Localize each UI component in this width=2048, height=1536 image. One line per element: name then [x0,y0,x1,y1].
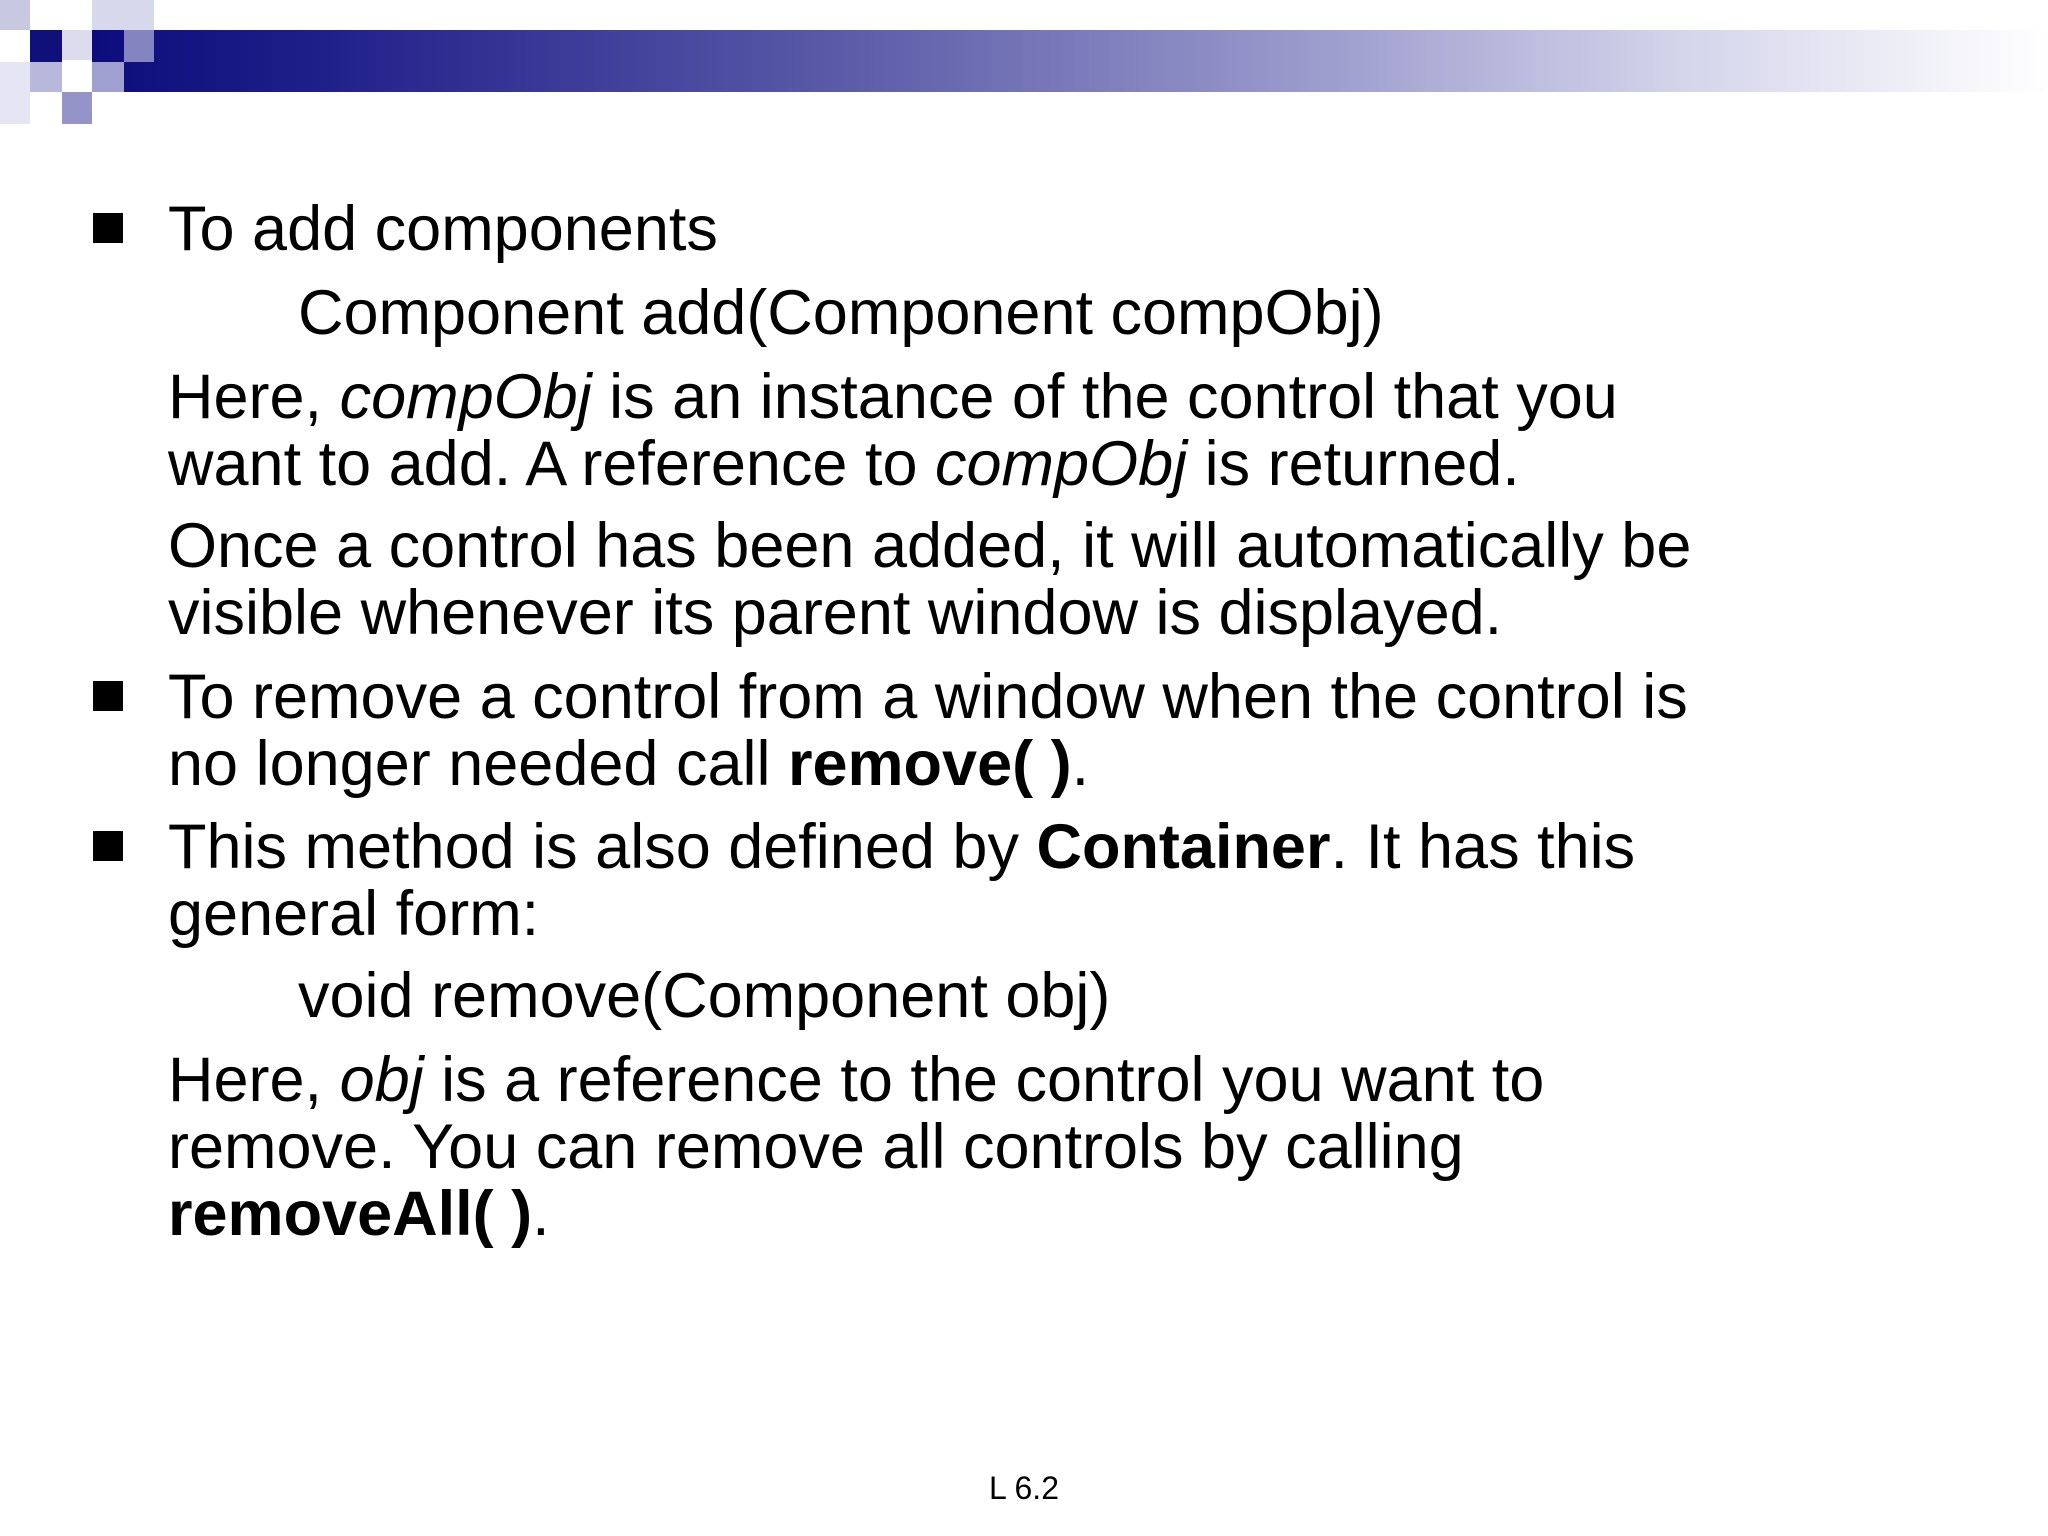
code-text: Component add(Component compObj) [298,278,1384,348]
header-square [92,0,154,30]
bullet-marker-icon [93,831,123,861]
paragraph-line: This method is also defined by Container. It has this [168,812,1636,882]
bold-term: removeAll( ) [168,1179,533,1249]
header-square [0,62,30,124]
paragraph-line: Here, compObj is an instance of the control that you [168,362,1618,432]
paragraph-line: Here, obj is a reference to the control you want to [168,1045,1545,1115]
header-square [30,62,62,92]
header-square [0,0,30,30]
header-square [124,30,154,62]
header-square [30,30,62,62]
bold-term: Container [1036,812,1331,882]
code-remove-signature [298,963,1110,1030]
bullet-marker-icon [93,681,123,711]
paragraph-line: Once a control has been added, it will automatically be [168,511,1692,581]
slide-number: L 6.2 [989,1470,1059,1506]
paragraph-line: general form: [168,879,540,949]
bullet-text: To add components [168,194,718,264]
paragraph-line: remove. You can remove all controls by calling [168,1112,1464,1182]
bullet-text-container [168,814,1968,948]
paragraph-obj [168,1047,1968,1248]
paragraph-line: visible whenever its parent window is displayed. [168,578,1503,648]
italic-term: obj [339,1045,424,1115]
code-add-signature [298,280,1384,347]
paragraph-line: no longer needed call remove( ). [168,729,1090,799]
paragraph-compobj [168,364,1968,498]
paragraph-line: To remove a control from a window when the control is [168,662,1688,732]
code-text: void remove(Component obj) [298,961,1111,1031]
italic-term: compObj [935,429,1188,499]
paragraph-line: want to add. A reference to compObj is returned. [168,429,1520,499]
paragraph-line: removeAll( ). [168,1179,550,1249]
header-gradient-bar [92,30,2048,92]
bullet-marker-icon [93,213,123,243]
bold-term: remove( ) [787,729,1072,799]
bullet-text-remove-control [168,664,1968,798]
italic-term: compObj [339,362,592,432]
header-square [62,30,92,60]
slide-number-footer [0,1470,2048,1506]
header-square [62,92,92,124]
paragraph-visibility [168,513,1968,647]
bullet-text-add-components [168,196,1968,263]
header-square [92,62,124,92]
